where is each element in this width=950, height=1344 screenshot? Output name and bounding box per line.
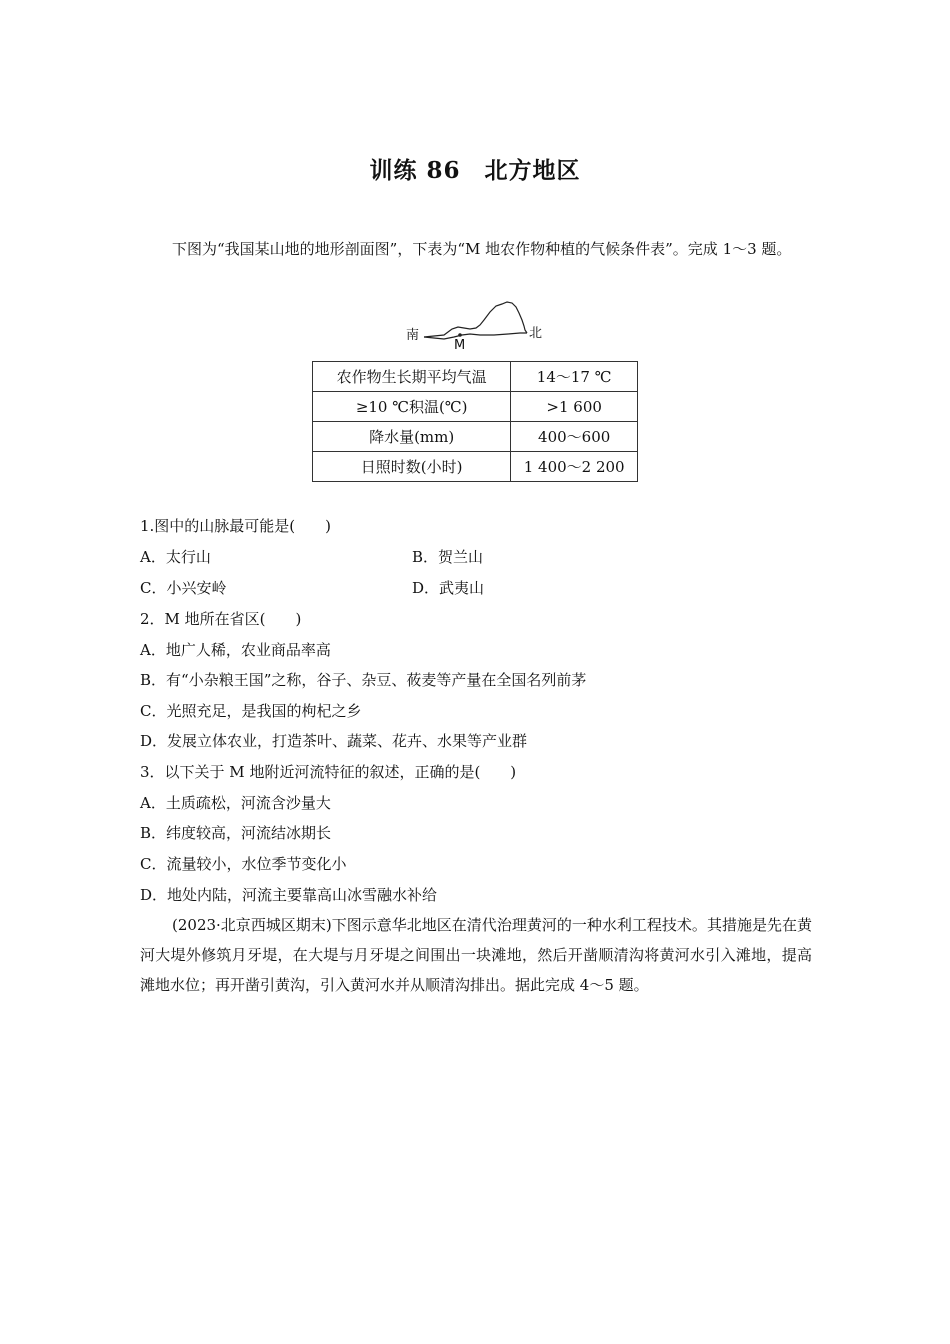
table-row	[313, 422, 638, 452]
question-1-option-a: A．太行山	[140, 548, 211, 566]
question-3-option-c: C．流量较小，水位季节变化小	[140, 855, 347, 873]
label-north: 北	[529, 326, 543, 341]
passage-4-5: (2023·北京西城区期末)下图示意华北地区在清代治理黄河的一种水利工程技术。其措施是先在黄河大堤外修筑月牙堤，在大堤与月牙堤之间围出一块滩地，然后开凿顺清沟将黄河水引入滩地，提高滩地水位；再开凿引黄沟，引入黄河水并从顺清沟排出。据此完成 4～5 题。	[140, 916, 812, 994]
question-2-option-a: A．地广人稀，农业商品率高	[140, 641, 331, 659]
table-cell-value: 400～600	[511, 422, 638, 452]
question-2-option-b: B．有“小杂粮王国”之称，谷子、杂豆、莜麦等产量在全国名列前茅	[140, 671, 587, 689]
point-m-marker	[458, 333, 462, 337]
question-2-option-c: C．光照充足，是我国的枸杞之乡	[140, 702, 362, 720]
question-2-option-d: D．发展立体农业，打造茶叶、蔬菜、花卉、水果等产业群	[140, 732, 528, 750]
terrain-upper-line	[424, 302, 527, 337]
question-3-option-b: B．纬度较高，河流结冰期长	[140, 824, 332, 842]
question-3-option-a: A．土质疏松，河流含沙量大	[140, 794, 331, 812]
page-title: 训练 86 北方地区	[369, 157, 581, 184]
table-cell-value: 14～17 ℃	[511, 362, 638, 392]
question-2-stem: 2．M 地所在省区( )	[140, 610, 302, 628]
climate-conditions-table	[312, 361, 638, 482]
question-1-stem: 1.图中的山脉最可能是( )	[140, 517, 332, 535]
table-cell-item: 降水量(mm)	[313, 422, 511, 452]
table-cell-item: 日照时数(小时)	[313, 452, 511, 482]
table-cell-item: 农作物生长期平均气温	[313, 362, 511, 392]
terrain-profile-figure	[404, 298, 554, 354]
label-south: 南	[406, 328, 420, 343]
table-cell-value: >1 600	[511, 392, 638, 422]
table-cell-item: ≥10 ℃积温(℃)	[313, 392, 511, 422]
question-3-stem: 3．以下关于 M 地附近河流特征的叙述，正确的是( )	[140, 763, 517, 781]
table-row	[313, 392, 638, 422]
table-cell-value: 1 400～2 200	[511, 452, 638, 482]
label-point-m: M	[454, 338, 466, 353]
intro-paragraph: 下图为“我国某山地的地形剖面图”，下表为“M 地农作物种植的气候条件表”。完成 1～3 题。	[172, 240, 792, 258]
question-1-option-d: D．武夷山	[412, 579, 485, 597]
table-row	[313, 362, 638, 392]
question-3-option-d: D．地处内陆，河流主要靠高山冰雪融水补给	[140, 886, 438, 904]
question-1-option-b: B．贺兰山	[412, 548, 484, 566]
question-1-option-c: C．小兴安岭	[140, 579, 227, 597]
table-row	[313, 452, 638, 482]
